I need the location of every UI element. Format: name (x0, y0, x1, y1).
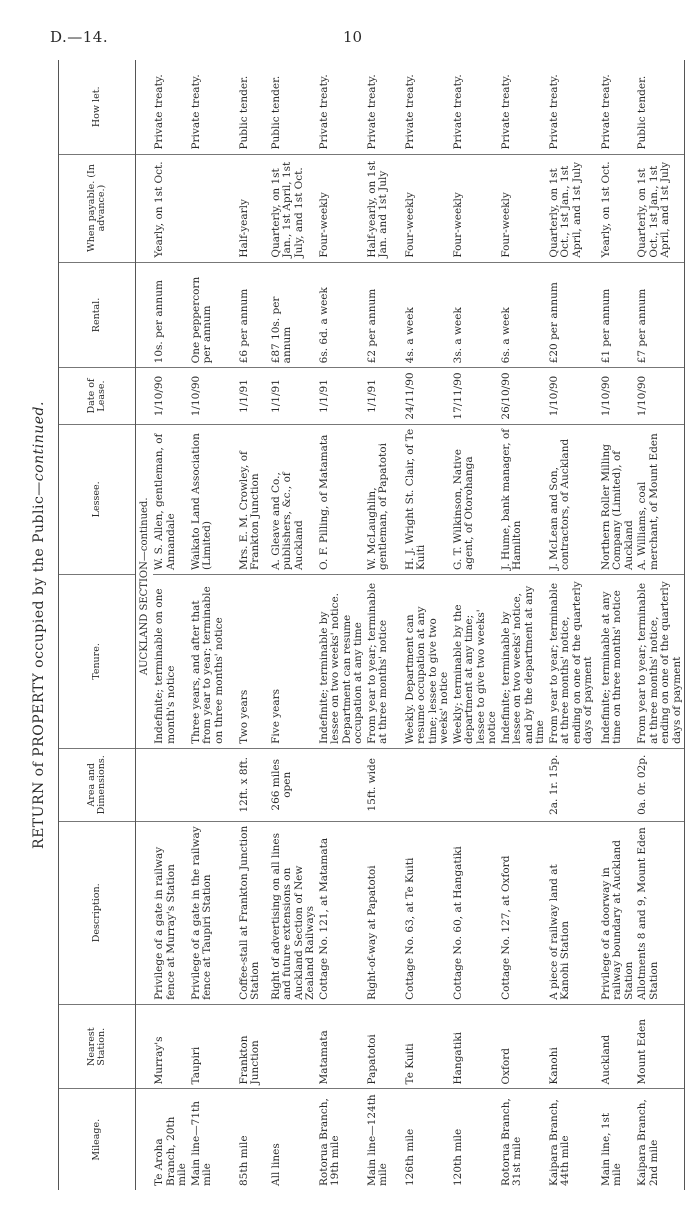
tenure-cell: Indefinite; terminable at any time on three months' notice (600, 575, 637, 749)
date-cell: 24/11/90 (404, 368, 452, 424)
area-cell (600, 748, 637, 821)
area-cell (404, 748, 452, 821)
station-cell: Matamata (318, 1004, 366, 1089)
description-cell: Coffee-stall at Frankton Junction Station (238, 821, 270, 1004)
rental-cell: £7 per annum (636, 262, 685, 368)
section-spacer (136, 1089, 154, 1190)
col-header: Nearest Station. (59, 1004, 136, 1089)
table-row (153, 60, 190, 1190)
table-row (500, 60, 548, 1190)
mileage-cell: Kaipara Branch, 44th mile (547, 1099, 571, 1186)
area-cell (452, 748, 500, 821)
rental-cell: 6s. 6d. a week (318, 262, 366, 368)
section-spacer (136, 821, 154, 1004)
area-cell: 266 miles open (270, 748, 318, 821)
table-row (270, 60, 318, 1190)
table-row (366, 60, 404, 1190)
lessee-cell: Mrs. E. M. Crowley, of Frankton Junction (238, 424, 270, 574)
table-row (636, 60, 685, 1190)
date-cell: 1/10/90 (153, 368, 190, 424)
description-cell: Cottage No. 127, at Oxford (500, 821, 548, 1004)
description-cell: Privilege of a doorway in railway boundary at Auckland Station (600, 821, 637, 1004)
mileage-cell: Rotorua Branch, 19th mile (317, 1098, 341, 1186)
description-cell: A piece of railway land at Kanohi Station (548, 821, 600, 1004)
description-cell: Right-of-way at Papatotoi (366, 821, 404, 1004)
payable-cell: Yearly, on 1st Oct. (153, 154, 190, 262)
rental-cell: 10s. per annum (153, 262, 190, 368)
description-cell: Privilege of a gate in the railway fence at Taupiri Station (190, 821, 238, 1004)
lessee-cell: A. Williams, coal merchant, of Mount Eden (636, 424, 685, 574)
description-cell: Right of advertising on all lines and future extensions on Auckland Section of New Zealand Railways (270, 821, 318, 1004)
how-let-cell: Private treaty. (190, 60, 238, 154)
area-cell (500, 748, 548, 821)
description-cell: Cottage No. 60, at Hangatiki (452, 821, 500, 1004)
page-number: 10 (343, 28, 363, 46)
lessee-cell: Waikato Land Association (Limited) (190, 424, 238, 574)
tenure-cell: Indefinite; terminable by lessee on two weeks' notice. Department can resume occupation at any time (318, 575, 366, 749)
rotated-page-content (24, 60, 683, 1190)
table-row (404, 60, 452, 1190)
tenure-cell: Indefinite; terminable by lessee on two weeks' notice, and by the department at any time (500, 575, 548, 749)
table-body (136, 60, 685, 1190)
document-reference: D.—14. (50, 28, 109, 46)
col-header: Date of Lease. (59, 368, 136, 424)
date-cell: 1/10/90 (190, 368, 238, 424)
lessee-cell: A. Gleave and Co., publishers, &c., of Auckland (270, 424, 318, 574)
payable-cell: Yearly, on 1st Oct. (600, 154, 637, 262)
lessee-cell: W. McLaughlin, gentleman, of Papatotoi (366, 424, 404, 574)
area-cell: 2a. 1r. 15p. (548, 748, 600, 821)
tenure-cell: Three years, and after that from year to year; terminable on three months' notice (190, 575, 238, 749)
section-spacer (136, 368, 154, 424)
area-cell: 0a. 0r. 02p. (636, 748, 685, 821)
payable-cell: Half-yearly (238, 154, 270, 262)
station-cell: Oxford (500, 1004, 548, 1089)
station-cell: Murray's (153, 1004, 190, 1089)
table-row (238, 60, 270, 1190)
date-cell: 1/10/90 (636, 368, 685, 424)
lessee-cell: Northern Roller Milling Company (Limited), of Auckland (600, 424, 637, 574)
col-header: Tenure. (59, 575, 136, 749)
col-header: Description. (59, 821, 136, 1004)
area-cell (190, 748, 238, 821)
lessee-cell: J. McLean and Son, contractors, of Auckland (548, 424, 600, 574)
payable-cell: Four-weekly (500, 154, 548, 262)
payable-cell: Four-weekly (452, 154, 500, 262)
area-cell: 15ft. wide (366, 748, 404, 821)
mileage-cell: Rotorua Branch, 31st mile (499, 1098, 523, 1186)
rental-cell: 3s. a week (452, 262, 500, 368)
lessee-cell: G. T. Wilkinson, Native agent, of Otorohanga (452, 424, 500, 574)
col-header: Lessee. (59, 424, 136, 574)
table-row (452, 60, 500, 1190)
section-spacer (136, 262, 154, 368)
section-spacer (136, 154, 154, 262)
payable-cell (190, 154, 238, 262)
mileage-cell: All lines (269, 1143, 282, 1186)
rental-cell: 6s. a week (500, 262, 548, 368)
mileage-cell: Kaipara Branch, 2nd mile (636, 1089, 685, 1190)
rental-cell: £2 per annum (366, 262, 404, 368)
lessee-cell: W. S. Allen, gentleman, of Annandale (153, 424, 190, 574)
table-row (548, 60, 600, 1190)
station-cell: Mount Eden (636, 1004, 685, 1089)
col-header: Area and Dimensions. (59, 748, 136, 821)
date-cell: 17/11/90 (452, 368, 500, 424)
station-cell: Papatotoi (366, 1004, 404, 1089)
mileage-cell: 120th mile (451, 1128, 464, 1186)
table-row (318, 60, 366, 1190)
tenure-cell: From year to year; terminable at three months' notice, ending on one of the quarterly days of payment (548, 575, 600, 749)
area-cell (318, 748, 366, 821)
section-row (136, 60, 154, 1190)
table-row (600, 60, 637, 1190)
station-cell: Frankton Junction (238, 1004, 270, 1089)
date-cell: 26/10/90 (500, 368, 548, 424)
lessee-cell: O. F. Pilling, of Matamata (318, 424, 366, 574)
how-let-cell: Private treaty. (452, 60, 500, 154)
station-cell (270, 1004, 318, 1089)
date-cell: 1/1/91 (270, 368, 318, 424)
how-let-cell: Private treaty. (548, 60, 600, 154)
header-row (59, 60, 136, 1190)
how-let-cell: Private treaty. (153, 60, 190, 154)
tenure-cell: From year to year; terminable at three months' notice (366, 575, 404, 749)
section-spacer (136, 60, 154, 154)
how-let-cell: Private treaty. (600, 60, 637, 154)
lessee-cell: H. J. Wright St. Clair, of Te Kuiti (404, 424, 452, 574)
date-cell: 1/1/91 (366, 368, 404, 424)
rental-cell: £87 10s. per annum (270, 262, 318, 368)
station-cell: Kanohi (548, 1004, 600, 1089)
rental-cell: £1 per annum (600, 262, 637, 368)
rental-cell: One peppercorn per annum (190, 262, 238, 368)
table-row (190, 60, 238, 1190)
mileage-cell: Main line—124th mile (365, 1094, 389, 1186)
tenure-cell: Indefinite; terminable on one month's notice (153, 575, 190, 749)
tenure-cell: Five years (270, 575, 318, 749)
rental-cell: 4s. a week (404, 262, 452, 368)
area-cell (153, 748, 190, 821)
payable-cell: Quarterly, on 1st Oct., 1st Jan., 1st April, and 1st July (548, 154, 600, 262)
description-cell: Cottage No. 63, at Te Kuiti (404, 821, 452, 1004)
section-spacer (136, 1004, 154, 1089)
title-suffix: —continued. (31, 401, 47, 496)
description-cell: Allotments 8 and 9, Mount Eden Station (636, 821, 685, 1004)
rental-cell: £6 per annum (238, 262, 270, 368)
title-emphasis: PROPERTY occupied by the Public (31, 495, 47, 757)
how-let-cell: Public tender. (636, 60, 685, 154)
date-cell: 1/1/91 (238, 368, 270, 424)
how-let-cell: Public tender. (238, 60, 270, 154)
description-cell: Privilege of a gate in railway fence at Murray's Station (153, 821, 190, 1004)
station-cell: Hangatiki (452, 1004, 500, 1089)
mileage-cell: Te Aroha Branch, 20th mile (153, 1116, 188, 1186)
lessee-cell: J. Hume, bank manager, of Hamilton (500, 424, 548, 574)
how-let-cell: Private treaty. (404, 60, 452, 154)
col-header: Mileage. (59, 1089, 136, 1190)
tenure-cell: Weekly; terminable by the department at any time; lessee to give two weeks' notice (452, 575, 500, 749)
mileage-cell: Main line—71th mile (189, 1100, 213, 1186)
payable-cell: Four-weekly (318, 154, 366, 262)
section-heading: AUCKLAND SECTION—continued. (136, 424, 154, 748)
rental-cell: £20 per annum (548, 262, 600, 368)
date-cell: 1/10/90 (548, 368, 600, 424)
mileage-cell: Main line, 1st mile (599, 1112, 623, 1186)
how-let-cell: Public tender. (270, 60, 318, 154)
mileage-cell: 85th mile (237, 1135, 250, 1186)
payable-cell: Half-yearly, on 1st Jan. and 1st July (366, 154, 404, 262)
col-header: When payable. (In advance.) (59, 154, 136, 262)
payable-cell: Quarterly, on 1st Oct., 1st Jan., 1st April, and 1st July (636, 154, 685, 262)
section-spacer (136, 748, 154, 821)
tenure-cell: From year to year; terminable at three months' notice, ending on one of the quarterly days of payment (636, 575, 685, 749)
payable-cell: Four-weekly (404, 154, 452, 262)
col-header: Rental. (59, 262, 136, 368)
station-cell: Taupiri (190, 1004, 238, 1089)
station-cell: Te Kuiti (404, 1004, 452, 1089)
property-table (58, 60, 685, 1190)
description-cell: Cottage No. 121, at Matamata (318, 821, 366, 1004)
col-header: How let. (59, 60, 136, 154)
station-cell: Auckland (600, 1004, 637, 1089)
how-let-cell: Private treaty. (500, 60, 548, 154)
date-cell: 1/10/90 (600, 368, 637, 424)
how-let-cell: Private treaty. (318, 60, 366, 154)
return-title (24, 60, 54, 1190)
area-cell: 12ft. x 8ft. (238, 748, 270, 821)
tenure-cell: Two years (238, 575, 270, 749)
title-prefix: RETURN of (31, 756, 47, 849)
tenure-cell: Weekly. Department can resume occupation at any time; lessee to give two weeks' notice (404, 575, 452, 749)
date-cell: 1/1/91 (318, 368, 366, 424)
how-let-cell: Private treaty. (366, 60, 404, 154)
payable-cell: Quarterly, on 1st Jan., 1st April, 1st July, and 1st Oct. (270, 154, 318, 262)
mileage-cell: 126th mile (403, 1128, 416, 1186)
